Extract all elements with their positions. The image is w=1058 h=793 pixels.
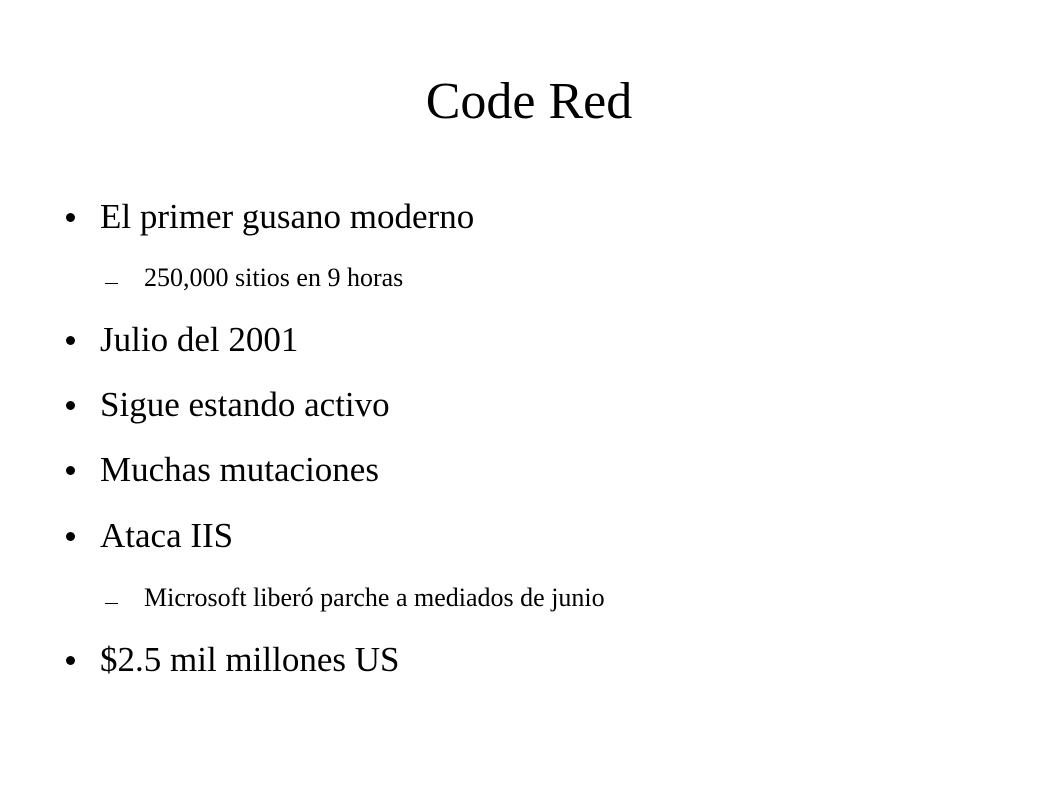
bullet-dash-icon xyxy=(105,603,118,604)
bullet-dot-icon xyxy=(66,336,75,345)
bullet-dot-icon xyxy=(66,656,75,665)
bullet-text: Muchas mutaciones xyxy=(100,450,379,489)
sub-bullet-text: 250,000 sitios en 9 horas xyxy=(144,263,404,292)
bullet-text: Julio del 2001 xyxy=(100,320,299,359)
bullet-dot-icon xyxy=(66,466,75,475)
bullet-dot-icon xyxy=(66,401,75,410)
bullet-dot-icon xyxy=(66,213,75,222)
bullet-text: Sigue estando activo xyxy=(100,385,390,424)
bullet-dot-icon xyxy=(66,532,75,541)
bullet-text: El primer gusano moderno xyxy=(100,197,475,236)
sub-bullet-text: Microsoft liberó parche a mediados de junio xyxy=(144,583,605,612)
bullet-text: $2.5 mil millones US xyxy=(100,640,400,679)
slide-title: Code Red xyxy=(425,73,633,130)
bullet-text: Ataca IIS xyxy=(100,516,234,555)
bullet-dash-icon xyxy=(105,283,118,284)
